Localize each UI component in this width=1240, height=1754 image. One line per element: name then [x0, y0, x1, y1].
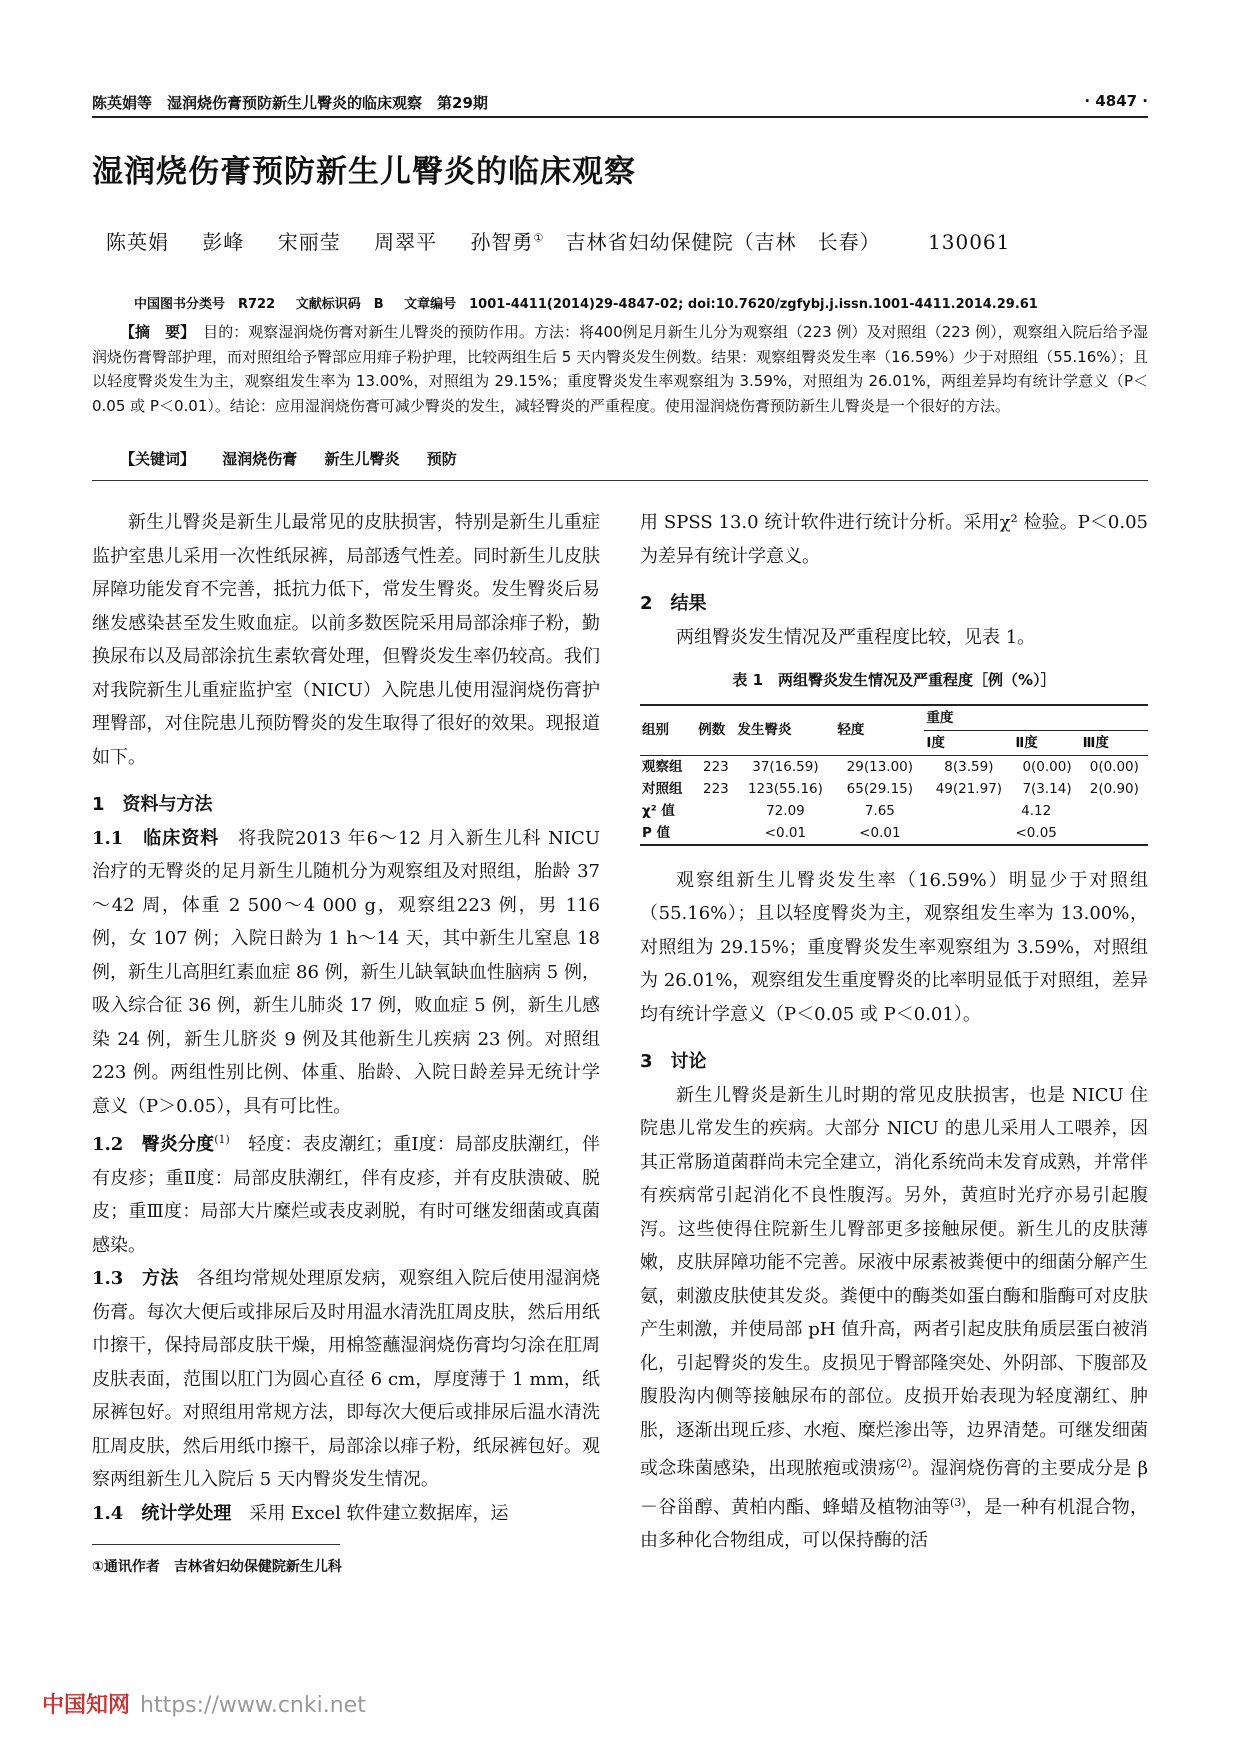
paragraph: 1.1 临床资料 将我院2013 年6～12 月入新生儿科 NICU 治疗的无臀炎的足月新生儿随机分为观察组及对照组，胎龄 37～42 周，体重 2 500～4 000 g，观察组223 例，男 116 例，女 107 例；入院日龄为 1 h～14 天，其中新生儿窒息 18 例，新生儿高胆红素血症 86 例，新生儿缺氧缺血性脑病 5 例，吸入综合征 36 例，新生儿肺炎 17 例，败血症 5 例，新生儿感染 24 例，新生儿脐炎 9 例及其他新生儿疾病 23 例。对照组 223 例。两组性别比例、体重、胎龄、入院日龄差异无统计学意义（P＞0.05），具有可比性。	[92, 827, 600, 1117]
watermark-url: https://www.cnki.net	[140, 1693, 366, 1718]
section-heading: 3 讨论	[640, 1051, 707, 1072]
reference-mark: (2)	[896, 1457, 912, 1470]
col-header: 重度	[924, 705, 1148, 731]
author: 宋丽莹	[277, 230, 341, 254]
col-header: Ⅰ度	[926, 734, 945, 751]
col-header: 组别	[640, 705, 696, 756]
paragraph: 两组臀炎发生情况及严重程度比较，见表 1。	[676, 626, 1036, 648]
subsection-heading: 1.3 方法	[92, 1268, 179, 1289]
paragraph: 新生儿臀炎是新生儿时期的常见皮肤损害，也是 NICU 住院患儿常发生的疾病。大部分 NICU 的患儿采用人工喂养，因其正常肠道菌群尚未完全建立，消化系统尚未发育成熟，并常伴有疾病常引起消化不良性腹泻。另外，黄疸时光疗亦易引起腹泻。这些使得住院新生儿臀部更多接触尿便。新生儿的皮肤薄嫩，皮肤屏障功能不完善。尿液中尿素被粪便中的细菌分解产生氨，刺激皮肤使其发炎。粪便中的酶类如蛋白酶和脂酶可对皮肤产生刺激，并使局部 pH 值升高，两者引起皮肤角质层蛋白被消化，引起臀炎的发生。皮损见于臀部隆突处、外阴部、下腹部及腹股沟内侧等接触尿布的部位。皮损开始表现为轻度潮红、肿胀，逐渐出现丘疹、水疱、糜烂渗出等，边界清楚。可继发细菌或念珠菌感染，出现脓疱或溃疡$^{(2)}$。湿润烧伤膏的主要成分是 β－谷甾醇、黄柏内酯、蜂蜡及植物油等$^{(3)}$，是一种有机混合物，由多种化合物组成，可以保持酶的活	[640, 1084, 1149, 1551]
keywords	[120, 448, 479, 469]
article-number: 文章编号 1001-4411(2014)29-4847-02; doi:10.7620/zgfybj.j.issn.1001-4411.2014.29.61	[404, 297, 1038, 312]
paragraph: 1.3 方法 各组均常规处理原发病，观察组入院后使用湿润烧伤膏。每次大便后或排尿后及时用温水清洗肛周皮肤，然后用纸巾擦干，保持局部皮肤干燥，用棉签蘸湿润烧伤膏均匀涂在肛周皮肤表面，范围以肛门为圆心直径 6 cm，厚度薄于 1 mm，纸尿裤包好。对照组用常规方法，即每次大便后或排尿后温水清洗肛周皮肤，然后用纸巾擦干，局部涂以痱子粉，纸尿裤包好。观察两组新生儿入院后 5 天内臀炎发生情况。	[92, 1268, 601, 1490]
postcode: 130061	[928, 230, 1011, 254]
author: 陈英娟	[106, 230, 169, 254]
institution: 吉林省妇幼保健院（吉林 长春）	[565, 230, 881, 254]
col-header: 发生臀炎	[735, 705, 835, 756]
col-header: Ⅲ度	[1082, 734, 1109, 751]
footnote-rule	[92, 1544, 340, 1545]
paragraph: 观察组新生儿臀炎发生率（16.59%）明显少于对照组（55.16%）；且以轻度臀炎为主，观察组发生率为 13.00%，对照组为 29.15%；重度臀炎发生率观察组为 3.59%，对照组为 26.01%，观察组发生重度臀炎的比率明显低于对照组，差异均有统计学意义（P＜0.05 或 P＜0.01）。	[640, 869, 1148, 1025]
abstract-rule	[92, 480, 1148, 481]
paragraph: 用 SPSS 13.0 统计软件进行统计分析。采用χ² 检验。P＜0.05 为差异有统计学意义。	[640, 512, 1148, 567]
table-row: P 值 <0.01 <0.01 <0.05	[640, 822, 1148, 845]
col-header: 例数	[696, 705, 735, 756]
keyword: 预防	[426, 450, 457, 468]
table-row: 对照组 223 123(55.16) 65(29.15) 49(21.97) 7(3.14) 2(0.90)	[642, 780, 1139, 797]
document-code: 文献标识码 B	[295, 297, 384, 312]
table-row: 观察组 223 37(16.59) 29(13.00) 8(3.59) 0(0.00) 0(0.00)	[642, 758, 1139, 775]
watermark-brand: 中国知网	[42, 1693, 131, 1718]
right-column	[640, 506, 1148, 1558]
reference-mark: (1)	[214, 1133, 230, 1146]
author-line	[106, 226, 1036, 255]
page-number: · 4847 ·	[1084, 92, 1148, 110]
abstract-text: 目的：观察湿润烧伤膏对新生儿臀炎的预防作用。方法：将400例足月新生儿分为观察组（223 例）及对照组（223 例），观察组入院后给予湿润烧伤膏臀部护理，而对照组给予臀部应用痱子粉护理，比较两组生后 5 天内臀炎发生例数。结果：观察组臀炎发生率（16.59%）少于对照组（55.16%）；且以轻度臀炎发生为主，观察组发生率为 13.00%，对照组为 29.15%；重度臀炎发生率观察组为 3.59%，对照组为 26.01%，两组差异均有统计学意义（P＜0.05 或 P＜0.01）。结论：应用湿润烧伤膏可减少臀炎的发生，减轻臀炎的严重程度。使用湿润烧伤膏预防新生儿臀炎是一个很好的方法。	[92, 323, 1148, 415]
keyword: 新生儿臀炎	[324, 450, 400, 468]
subsection-heading: 1.1 临床资料	[92, 827, 220, 849]
header-rule	[92, 116, 1148, 118]
col-header: Ⅱ度	[1015, 734, 1038, 751]
watermark	[42, 1688, 366, 1719]
keywords-label: 【关键词】	[120, 450, 196, 468]
left-column	[92, 506, 600, 1530]
article-title: 湿润烧伤膏预防新生儿臀炎的临床观察	[92, 154, 636, 190]
author-mark: ①	[533, 231, 545, 245]
paragraph: 1.4 统计学处理 采用 Excel 软件建立数据库，运	[92, 1502, 509, 1524]
meta-line	[134, 293, 1054, 312]
table-caption: 表 1 两组臀炎发生情况及严重程度［例（%）］	[732, 671, 1056, 689]
footnote: ①通讯作者 吉林省妇幼保健院新生儿科	[92, 1559, 342, 1575]
col-header: 轻度	[835, 705, 924, 756]
paragraph: 1.2 臀炎分度$^{(1)}$ 轻度：表皮潮红；重Ⅰ度：局部皮肤潮红，伴有皮疹；重Ⅱ度：局部皮肤潮红，伴有皮疹，并有皮肤溃破、脱皮；重Ⅲ度：局部大片糜烂或表皮剥脱，有时可继发细菌或真菌感染。	[92, 1133, 600, 1256]
table-row: χ² 值 72.09 7.65 4.12	[642, 802, 1052, 819]
running-header: 陈英娟等 湿润烧伤膏预防新生儿臀炎的临床观察 第29期	[92, 94, 488, 112]
reference-mark: (3)	[950, 1495, 966, 1509]
section-heading: 2 结果	[640, 593, 707, 614]
section-heading: 1 资料与方法	[92, 794, 213, 815]
subsection-heading: 1.2 臀炎分度	[92, 1134, 215, 1155]
keyword: 湿润烧伤膏	[222, 450, 298, 468]
results-table	[640, 704, 1148, 846]
author: 孙智勇①	[470, 230, 545, 254]
author: 周翠平	[374, 230, 438, 254]
author: 彭峰	[202, 230, 245, 254]
clc-number: 中国图书分类号 R722	[134, 297, 276, 312]
abstract	[92, 320, 1148, 418]
subsection-heading: 1.4 统计学处理	[92, 1502, 232, 1524]
abstract-label: 【摘 要】	[120, 323, 196, 341]
intro-paragraph: 新生儿臀炎是新生儿最常见的皮肤损害，特别是新生儿重症监护室患儿采用一次性纸尿裤，局部透气性差。同时新生儿皮肤屏障功能发育不完善，抵抗力低下，常发生臀炎。发生臀炎后易继发感染甚至发生败血症。以前多数医院采用局部涂痱子粉，勤换尿布以及局部涂抗生素软膏处理，但臀炎发生率仍较高。我们对我院新生儿重症监护室（NICU）入院患儿使用湿润烧伤膏护理臀部，对住院患儿预防臀炎的发生取得了很好的效果。现报道如下。	[92, 512, 600, 768]
